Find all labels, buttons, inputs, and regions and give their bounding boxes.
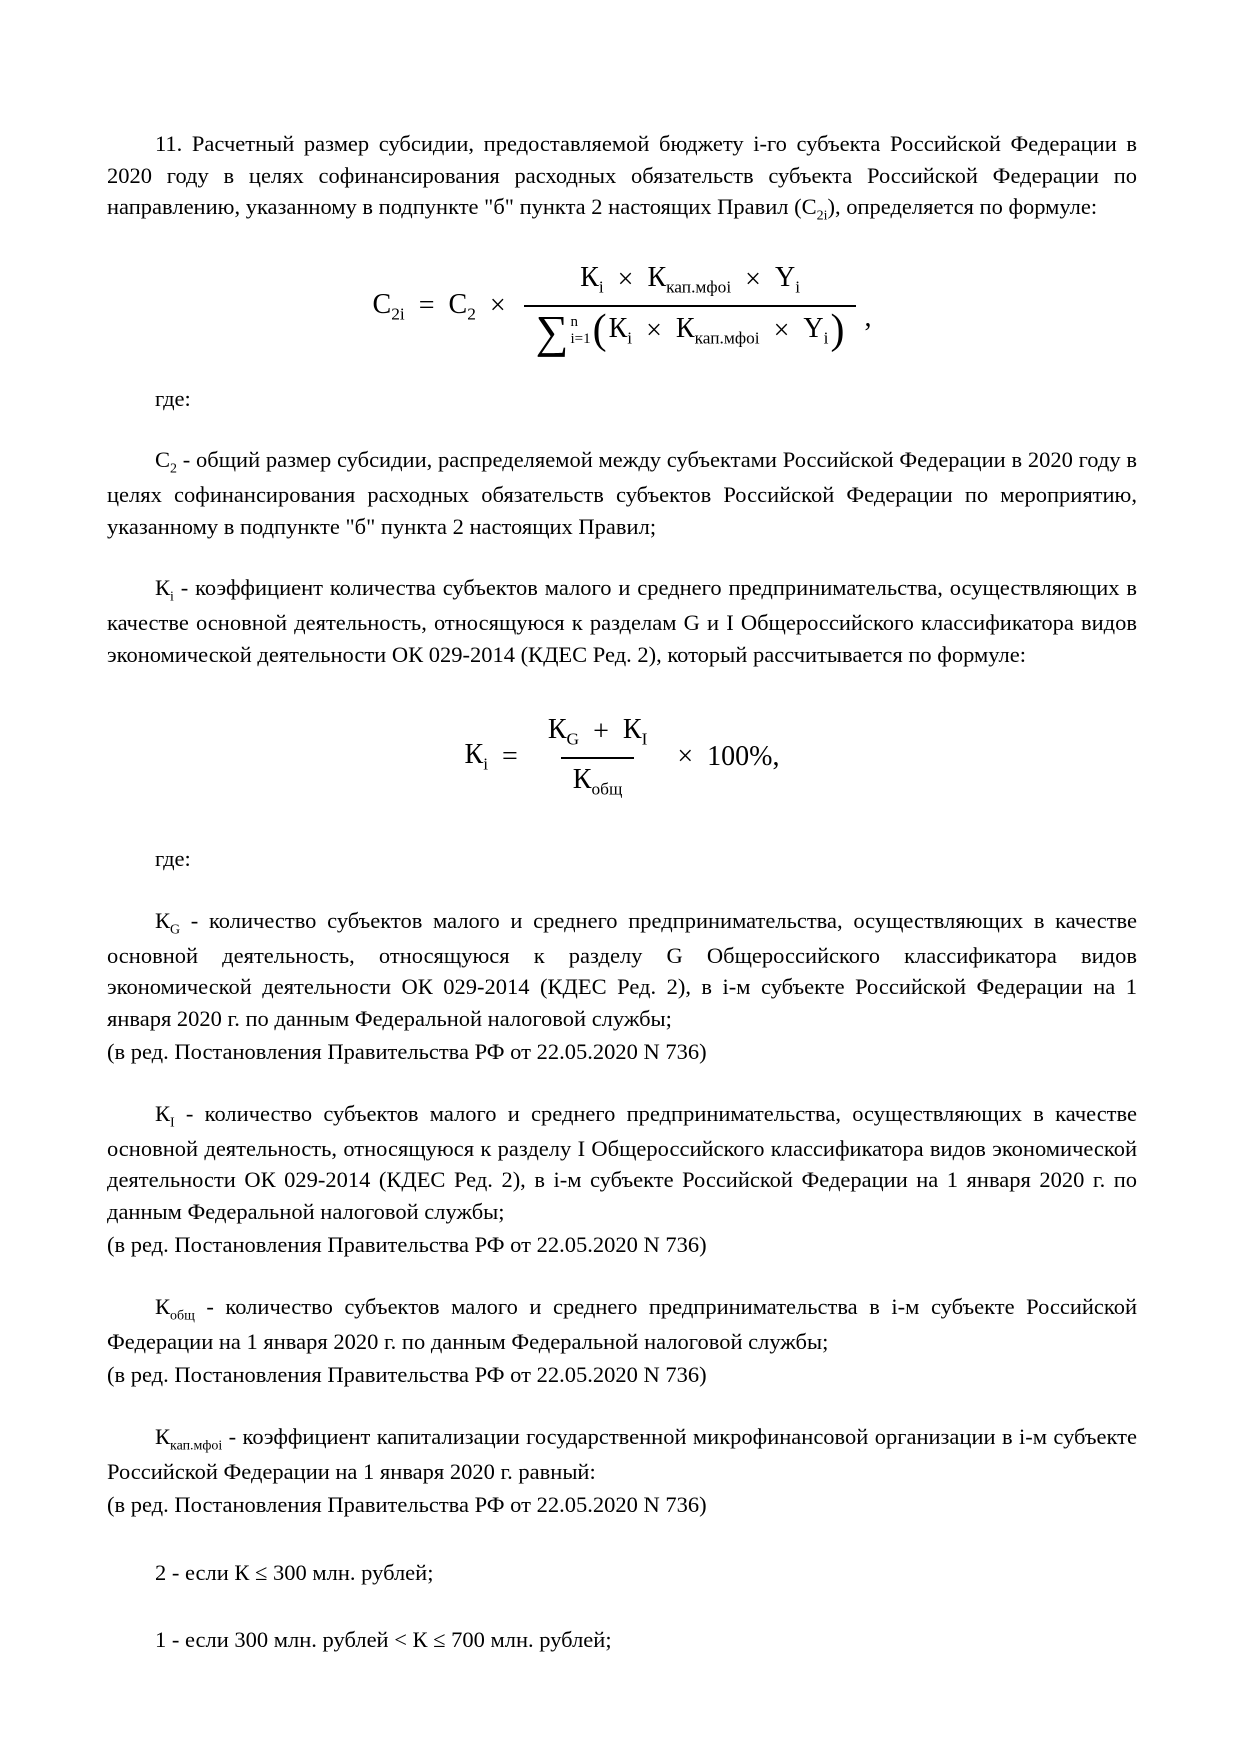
term-base: К	[155, 1293, 171, 1319]
kI-term: $К_I$	[622, 714, 648, 749]
definition-text: - количество субъектов малого и среднего предпринимательства, осуществляющих в качестве основной деятельность, относящуюся к разделу G Общероссийского классификатора видов экономической деятельности ОК 029-2014 (КДЕС Ред. 2), в i-м субъекте Российской Федерации на 1 января 2020 г. по данным Федеральной налоговой службы;	[107, 907, 1137, 1031]
multiplication-sign: ×	[773, 315, 790, 347]
definition-term	[155, 575, 174, 605]
paragraph-11-text: 11. Расчетный размер субсидии, предоставляемой бюджету i-го субъекта Российской Федерации в 2020 году в целях софинансирования расходных обязательств субъекта Российской Федерации по направлению, указанному в подпункте "б" пункта 2 настоящих Правил (С	[107, 131, 1137, 219]
term-subscript: общ	[170, 1308, 195, 1324]
paragraph-11-text-tail: ), определяется по формуле:	[827, 194, 1098, 219]
term-base: К	[155, 1423, 171, 1449]
multiplication-sign: ×	[677, 740, 694, 772]
summation	[535, 305, 591, 357]
definition-text: - количество субъектов малого и среднего предпринимательства, осуществляющих в качестве основной деятельность, относящуюся к разделу I Общероссийского классификатора видов экономической деятельности ОК 029-2014 (КДЕС Ред. 2), в i-м субъекте Российской Федерации на 1 января 2020 г. по данным Федеральной налоговой службы;	[107, 1100, 1137, 1224]
equals-sign: =	[418, 290, 435, 322]
multiplication-sign: ×	[489, 290, 506, 322]
numerator	[536, 714, 660, 757]
definition-text: - коэффициент капитализации государственной микрофинансовой организации в i-м субъекте Российской Федерации на 1 января 2020 г. равный:	[107, 1423, 1137, 1484]
summation-limits	[570, 314, 590, 349]
term-base: К	[155, 1100, 171, 1126]
definition-ki	[107, 572, 1137, 670]
summation-upper-limit: n	[570, 313, 578, 330]
definition-term	[155, 1100, 175, 1131]
amendment-note: (в ред. Постановления Правительства РФ от 22.05.2020 N 736)	[107, 1232, 707, 1258]
definition-term	[155, 907, 181, 938]
definition-kg	[107, 905, 1137, 1035]
formula-result: 100%,	[707, 740, 780, 772]
multiplication-sign: ×	[745, 263, 761, 295]
kkap-term: $К_{кап.мфоi}$	[647, 262, 732, 297]
formula-c2-term	[449, 289, 476, 325]
formula-comma: ,	[864, 302, 872, 334]
term-subscript: 2i	[391, 304, 405, 324]
term-base: К	[155, 907, 171, 933]
summation-symbol: ∑	[535, 305, 569, 357]
amendment-note: (в ред. Постановления Правительства РФ от 22.05.2020 N 736)	[107, 1362, 707, 1388]
formula-row	[465, 714, 780, 799]
ki-term: $К_i$	[580, 262, 604, 297]
equals-sign: =	[502, 740, 518, 772]
plus-sign: +	[593, 715, 609, 747]
definition-ki-section	[107, 1098, 1137, 1228]
multiplication-sign: ×	[617, 263, 634, 295]
numerator	[568, 262, 812, 305]
denominator	[561, 757, 635, 800]
term-subscript: кап.мфоi	[170, 1438, 223, 1454]
c2i-subscript: 2i	[816, 208, 828, 224]
kg-term: $К_G$	[547, 714, 580, 749]
paragraph-11	[107, 128, 1137, 226]
term-subscript: 2	[170, 461, 177, 477]
kobshch-term: $К_{общ}$	[572, 763, 623, 799]
formula-lhs: $К_i$	[464, 739, 489, 774]
condition-k-300: 2 - если К ≤ 300 млн. рублей;	[155, 1559, 434, 1585]
denominator	[524, 305, 857, 357]
formula-row	[372, 262, 872, 357]
definition-term	[155, 1293, 195, 1324]
term-subscript: G	[170, 922, 181, 938]
condition-k-700: 1 - если 300 млн. рублей < К ≤ 700 млн. рублей;	[155, 1627, 612, 1653]
ki-term: $К_i$	[608, 313, 633, 348]
definition-c2	[107, 444, 1137, 542]
definition-term	[155, 447, 177, 477]
where-label-1: где:	[155, 385, 191, 411]
close-paren: )	[830, 307, 845, 354]
yi-term: $Y_i$	[774, 262, 801, 297]
term-subscript: 2	[467, 304, 476, 324]
amendment-note: (в ред. Постановления Правительства РФ от 22.05.2020 N 736)	[107, 1492, 707, 1518]
multiplication-sign: ×	[646, 315, 662, 347]
fraction	[524, 262, 857, 357]
where-label-2: где:	[155, 846, 191, 872]
definition-kobshch	[107, 1291, 1137, 1358]
term-base: С	[372, 288, 392, 320]
formula-ki	[107, 714, 1137, 799]
kkap-term: $К_{кап.мфоi}$	[675, 313, 760, 348]
definition-text: - количество субъектов малого и среднего предпринимательства в i-м субъекте Российской Федерации на 1 января 2020 г. по данным Федеральной налоговой службы;	[107, 1293, 1137, 1354]
term-base: К	[155, 575, 171, 601]
term-base: С	[155, 447, 171, 473]
formula-lhs	[373, 289, 405, 325]
fraction	[536, 714, 660, 799]
summation-lower-limit: i=1	[570, 331, 591, 348]
definition-text: - коэффициент количества субъектов малого и среднего предпринимательства, осуществляющих в качестве основной деятельность, относящуюся к разделам G и I Общероссийского классификатора видов экономической деятельности ОК 029-2014 (КДЕС Ред. 2), который рассчитывается по формуле:	[107, 575, 1137, 667]
open-paren: (	[592, 307, 607, 354]
term-subscript: I	[170, 1115, 175, 1131]
amendment-note: (в ред. Постановления Правительства РФ от 22.05.2020 N 736)	[107, 1039, 707, 1065]
term-subscript: i	[170, 589, 174, 605]
yi-term: $Y_i$	[803, 313, 829, 348]
definition-text: - общий размер субсидии, распределяемой между субъектами Российской Федерации в 2020 году в целях софинансирования расходных обязательств субъектов Российской Федерации по мероприятию, указанному в подпункте "б" пункта 2 настоящих Правил;	[107, 447, 1137, 539]
formula-subsidy-c2i	[107, 262, 1137, 357]
definition-kkapmfo	[107, 1421, 1137, 1488]
term-base: С	[448, 288, 468, 320]
definition-term	[155, 1423, 223, 1454]
